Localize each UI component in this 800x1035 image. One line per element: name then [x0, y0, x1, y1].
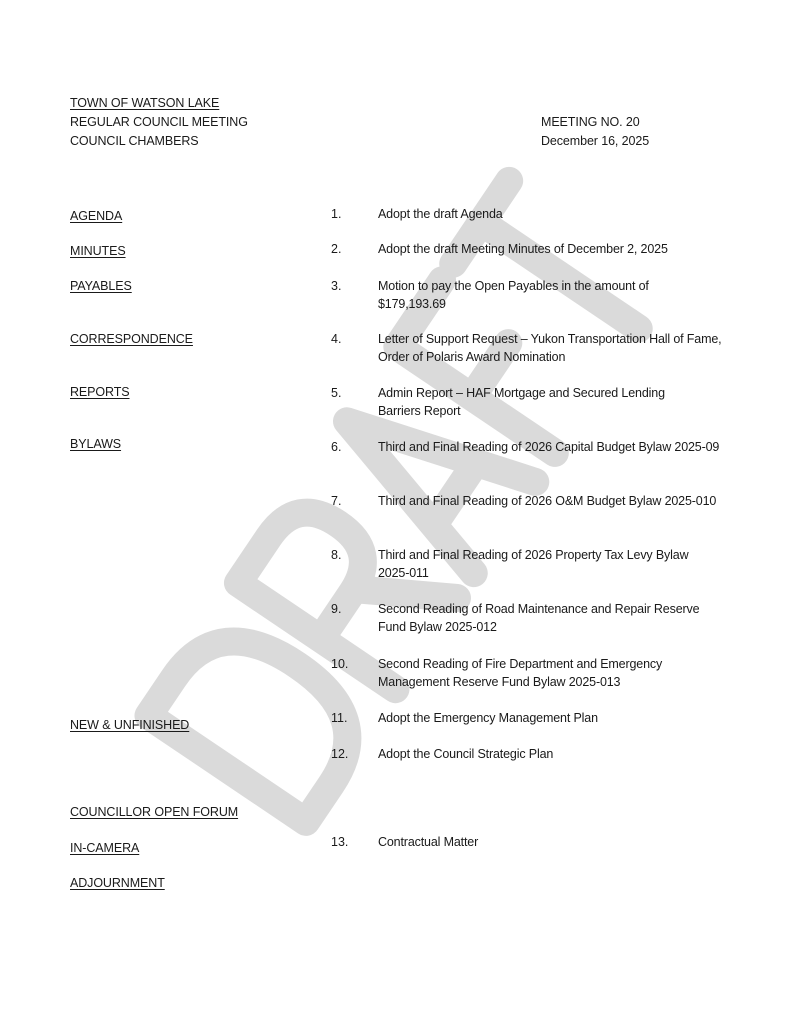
meeting-date: December 16, 2025	[541, 134, 650, 148]
item-number: 12.	[331, 747, 349, 761]
item-number: 6.	[331, 440, 342, 454]
item-number: 4.	[331, 332, 342, 346]
agenda-item: Contractual Matter	[378, 835, 479, 849]
org-title: TOWN OF WATSON LAKE	[70, 96, 220, 110]
section-in-camera: IN-CAMERA	[70, 841, 140, 855]
item-number: 7.	[331, 494, 342, 508]
agenda-item: Motion to pay the Open Payables in the amount of $179,193.69	[378, 279, 649, 311]
section-new-unfinished: NEW & UNFINISHED	[70, 718, 190, 732]
agenda-item: Adopt the draft Agenda	[378, 207, 503, 221]
meeting-number: MEETING NO. 20	[541, 115, 640, 129]
item-number: 10.	[331, 657, 349, 671]
agenda-item: Second Reading of Fire Department and Emergency Management Reserve Fund Bylaw 2025-013	[378, 657, 663, 689]
agenda-item: Letter of Support Request – Yukon Transportation Hall of Fame, Order of Polaris Award Nomination	[378, 332, 722, 364]
item-number: 11.	[331, 711, 348, 725]
section-correspondence: CORRESPONDENCE	[70, 332, 193, 346]
agenda-item: Admin Report – HAF Mortgage and Secured Lending Barriers Report	[378, 386, 665, 418]
meeting-location: COUNCIL CHAMBERS	[70, 134, 199, 148]
item-number: 2.	[331, 242, 342, 256]
item-number: 9.	[331, 602, 342, 616]
meeting-type: REGULAR COUNCIL MEETING	[70, 115, 248, 129]
agenda-item: Third and Final Reading of 2026 Capital Budget Bylaw 2025-09	[378, 440, 720, 454]
agenda-item: Adopt the Council Strategic Plan	[378, 747, 554, 761]
item-number: 5.	[331, 386, 342, 400]
section-adjournment: ADJOURNMENT	[70, 876, 165, 890]
agenda-item: Adopt the draft Meeting Minutes of December 2, 2025	[378, 242, 668, 256]
agenda-item: Second Reading of Road Maintenance and Repair Reserve Fund Bylaw 2025-012	[378, 602, 700, 634]
section-minutes: MINUTES	[70, 244, 126, 258]
item-number: 13.	[331, 835, 349, 849]
item-number: 3.	[331, 279, 342, 293]
item-number: 1.	[331, 207, 342, 221]
item-number: 8.	[331, 548, 342, 562]
section-bylaws: BYLAWS	[70, 437, 122, 451]
section-reports: REPORTS	[70, 385, 130, 399]
section-agenda: AGENDA	[70, 209, 123, 223]
agenda-item: Third and Final Reading of 2026 Property Tax Levy Bylaw 2025-011	[378, 548, 689, 580]
section-councillor-open-forum: COUNCILLOR OPEN FORUM	[70, 805, 239, 819]
agenda-item: Third and Final Reading of 2026 O&M Budget Bylaw 2025-010	[378, 494, 717, 508]
agenda-item: Adopt the Emergency Management Plan	[378, 711, 598, 725]
section-payables: PAYABLES	[70, 279, 132, 293]
